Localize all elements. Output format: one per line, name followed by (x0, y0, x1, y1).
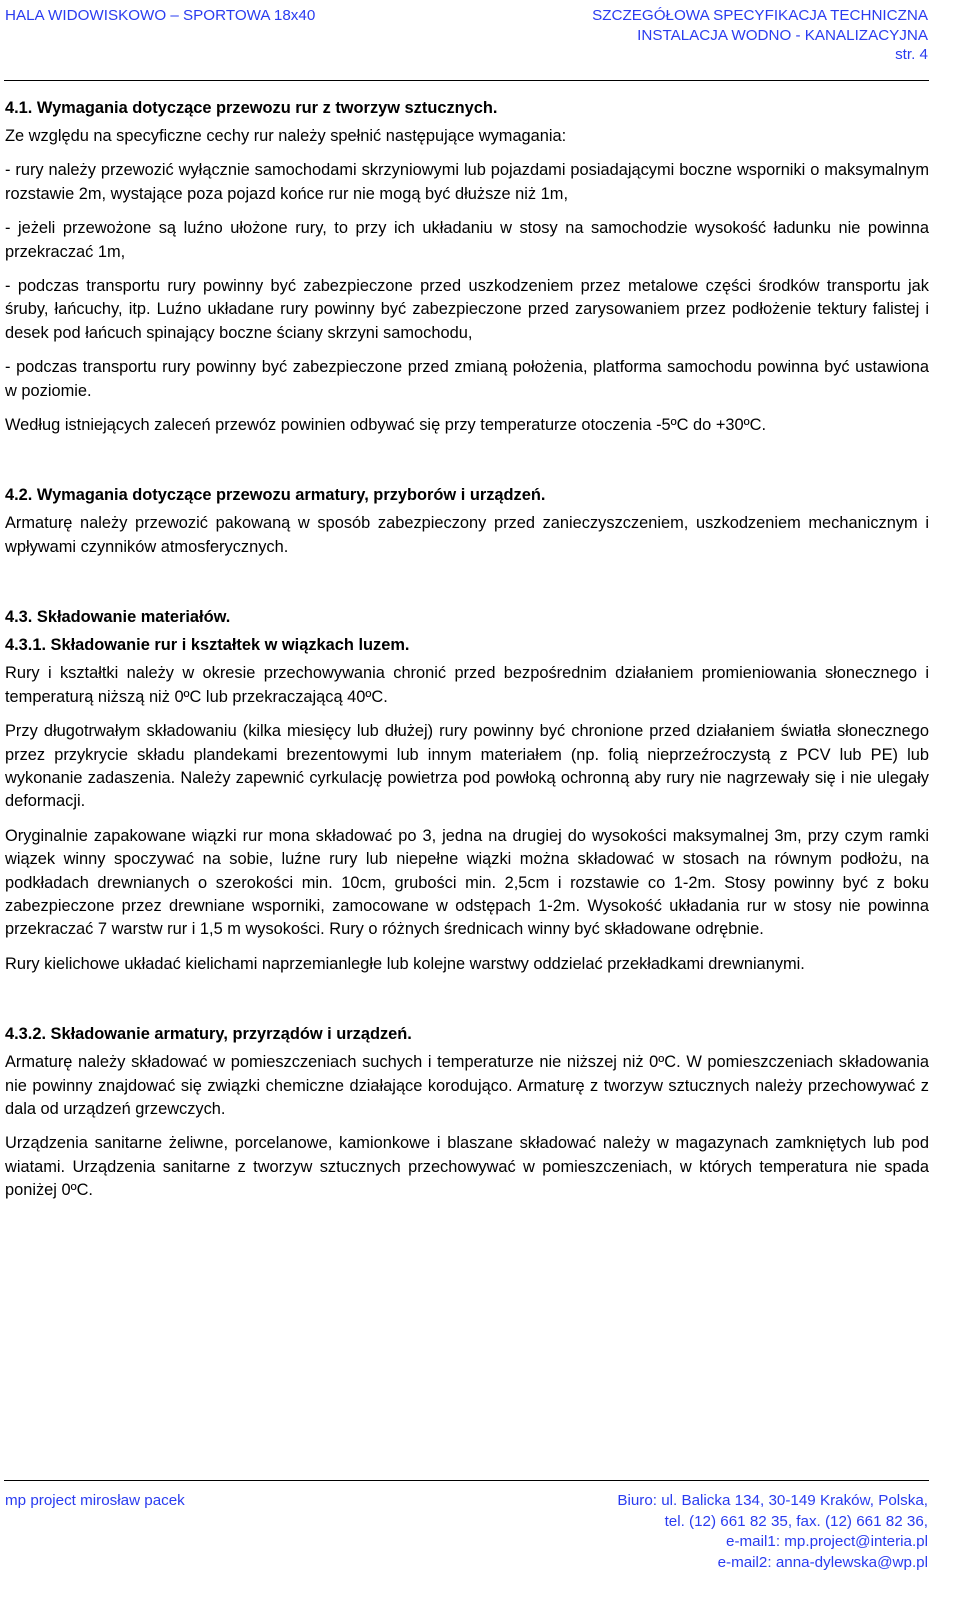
document-body (5, 97, 929, 1203)
page-number: str. 4 (895, 46, 928, 63)
section-heading-4-1: 4.1. Wymagania dotyczące przewozu rur z tworzyw sztucznych. (5, 99, 498, 117)
footer-contact-block (617, 1491, 928, 1573)
section-4-2-text: Armaturę należy przewozić pakowaną w sposób zabezpieczony przed zanieczyszczeniem, uszkodzeniem mechanicznym i wpływami czynników atmosferycznych. (5, 514, 929, 556)
footer-company-name: mp project mirosław pacek (5, 1492, 185, 1509)
section-4-1-closing: Według istniejących zaleceń przewóz powinien odbywać się przy temperaturze otoczenia -5ºC do +30ºC. (5, 416, 767, 435)
section-4-1-intro: Ze względu na specyficzne cechy rur należy spełnić następujące wymagania: (5, 127, 567, 145)
section-heading-4-3: 4.3. Składowanie materiałów. (5, 608, 231, 627)
header-spec-subtitle: INSTALACJA WODNO - KANALIZACYJNA (637, 26, 928, 44)
section-heading-4-3-2: 4.3.2. Składowanie armatury, przyrządów i urządzeń. (5, 1025, 412, 1044)
header-divider (4, 80, 929, 81)
section-heading-4-3-1: 4.3.1. Składowanie rur i kształtek w wiązkach luzem. (5, 636, 410, 655)
footer-address: Biuro: ul. Balicka 134, 30-149 Kraków, Polska, (617, 1492, 928, 1509)
list-item: - podczas transportu rury powinny być zabezpieczone przed zmianą położenia, platforma samochodu powinna być ustawiona w poziomie. (5, 358, 929, 400)
section-heading-4-2: 4.2. Wymagania dotyczące przewozu armatury, przyborów i urządzeń. (5, 486, 546, 505)
list-item: - podczas transportu rury powinny być zabezpieczone przed uszkodzeniem przez metalowe części środków transportu jak śruby, łańcuchy, itp. Luźno układane rury powinny być zabezpieczone przed zarysowaniem przez podłożenie tektury falistej i desek pod łańcuch spinający boczne ściany skrzyni samochodu, (5, 277, 929, 342)
footer-email-1: e-mail1: mp.project@interia.pl (726, 1533, 928, 1550)
footer-email-2: e-mail2: anna-dylewska@wp.pl (717, 1553, 928, 1571)
paragraph: Przy długotrwałym składowaniu (kilka miesięcy lub dłużej) rury powinny być chronione przed działaniem światła słonecznego przez przykrycie składu plandekami brezentowymi lub innym materiałem (np. folią nieprzeźroczystą z PCV lub PE) lub wykonanie zadaszenia. Należy zapewnić cyrkulację powietrza pod powłoką ochronną aby rury nie nagrzewały się i nie ulegały deformacji. (5, 722, 929, 811)
header-spec-block (592, 6, 928, 65)
paragraph: Urządzenia sanitarne żeliwne, porcelanowe, kamionkowe i blaszane składować należy w magazynach zamkniętych lub pod wiatami. Urządzenia sanitarne z tworzyw sztucznych przechowywać w pomieszczeniach, w których temperatura nie spada poniżej 0ºC. (5, 1134, 929, 1200)
paragraph: Armaturę należy składować w pomieszczeniach suchych i temperaturze nie niższej niż 0ºC. W pomieszczeniach składowania nie powinny znajdować się związki chemiczne działające korodująco. Armaturę z tworzyw sztucznych należy przechowywać z dala od urządzeń grzewczych. (5, 1053, 929, 1118)
paragraph: Rury kielichowe układać kielichami naprzemianległe lub kolejne warstwy oddzielać przekładkami drewnianymi. (5, 954, 805, 973)
footer-phone: tel. (12) 661 82 35, fax. (12) 661 82 36, (664, 1512, 928, 1530)
header-spec-title: SZCZEGÓŁOWA SPECYFIKACJA TECHNICZNA (592, 7, 928, 24)
footer-divider (4, 1480, 929, 1481)
list-item: - jeżeli przewożone są luźno ułożone rury, to przy ich układaniu w stosy na samochodzie wysokość ładunku nie powinna przekraczać 1m, (5, 219, 929, 261)
paragraph: Rury i kształtki należy w okresie przechowywania chronić przed bezpośrednim działaniem promieniowania słonecznego i temperaturą niższą niż 0ºC lub przekraczającą 40ºC. (5, 664, 929, 706)
list-item: - rury należy przewozić wyłącznie samochodami skrzyniowymi lub pojazdami posiadającymi boczne wsporniki o maksymalnym rozstawie 2m, wystające poza pojazd końce rur nie mogą być dłuższe niż 1m, (5, 161, 929, 203)
header-document-title: HALA WIDOWISKOWO – SPORTOWA 18x40 (5, 7, 316, 24)
paragraph: Oryginalnie zapakowane wiązki rur mona składować po 3, jedna na drugiej do wysokości maksymalnej 3m, przy czym ramki wiązek winny spoczywać na sobie, luźne rury lub niepełne wiązki można składować w stosach na równym podłożu, na podkładach drewnianych o szerokości min. 10cm, grubości min. 2,5cm i rozstawie co 1-2m. Stosy powinny być z boku zabezpieczone przez drewniane wsporniki, zamocowane w odstępach 1-2m. Wysokość układania rur w stosy nie powinna przekraczać 7 warstw rur i 1,5 m wysokości. Rury o różnych średnicach winny być składowane odrębnie. (5, 826, 929, 939)
